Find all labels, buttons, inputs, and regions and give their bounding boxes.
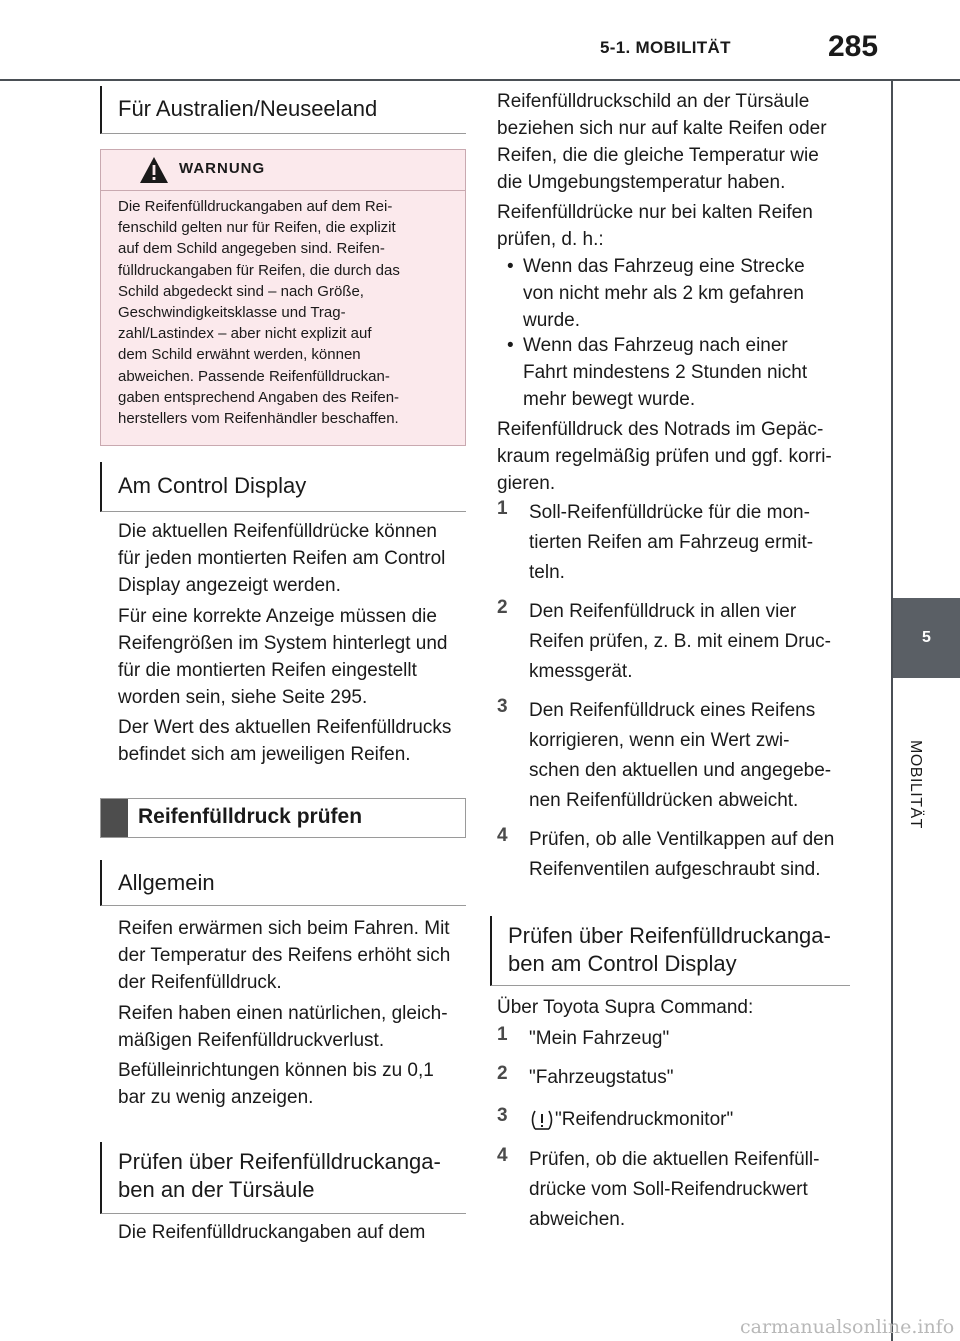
text-line: der Temperatur des Reifens erhöht sich [118, 945, 451, 966]
section-heading [100, 798, 466, 838]
text-line: Wenn das Fahrzeug nach einer [523, 335, 788, 356]
page-number: 285 [828, 30, 879, 63]
paragraph [497, 416, 857, 497]
text-line: Den Reifenfülldruck in allen vier [529, 601, 797, 622]
text-line: tierten Reifen am Fahrzeug ermit- [529, 532, 814, 553]
heading-control-display-text: Am Control Display [118, 473, 307, 498]
paragraph: Die Reifenfülldruckangaben auf dem [118, 1222, 426, 1243]
warning-line: Schild abgedeckt sind – nach Größe, [118, 282, 364, 300]
text-line: wurde. [523, 310, 581, 331]
text-line: Reifenfülldruckschild an der Türsäule [497, 91, 810, 112]
text-line: bar zu wenig anzeigen. [118, 1087, 314, 1108]
text-line: teln. [529, 562, 565, 583]
text-line: Reifengrößen im System hinterlegt und [118, 633, 448, 654]
heading-door-pillar-text: ben an der Türsäule [118, 1177, 315, 1202]
warning-line: zahl/Lastindex – aber nicht explizit auf [118, 325, 372, 343]
step-number: 1 [497, 498, 508, 519]
warning-line: auf dem Schild angegeben sind. Reifen- [118, 240, 385, 258]
side-rule [891, 81, 893, 1341]
step-number: 4 [497, 1145, 508, 1166]
text-line: nen Reifenfülldrücken abweicht. [529, 790, 799, 811]
warning-line: abweichen. Passende Reifenfülldruckan- [118, 367, 390, 385]
text-line: kmessgerät. [529, 661, 633, 682]
step-number: 4 [497, 825, 508, 846]
text-line: befindet sich am jeweiligen Reifen. [118, 744, 411, 765]
step-number: 1 [497, 1024, 508, 1045]
paragraph [497, 199, 857, 253]
bullet-marker: • [507, 335, 514, 356]
text-line: Reifen prüfen, z. B. mit einem Druc- [529, 631, 831, 652]
step-number: 3 [497, 1105, 508, 1126]
paragraph [118, 915, 478, 996]
heading-door-pillar [100, 1142, 466, 1214]
bullet-marker: • [507, 256, 514, 277]
warning-label: WARNUNG [179, 160, 266, 177]
text-line: Den Reifenfülldruck eines Reifens [529, 700, 816, 721]
section-heading-text: Reifenfülldruck prüfen [138, 805, 363, 828]
text-line: die Umgebungstemperatur haben. [497, 172, 786, 193]
warning-box [100, 149, 466, 446]
text-line: Für eine korrekte Anzeige müssen die [118, 606, 437, 627]
text-line: Prüfen, ob alle Ventilkappen auf den [529, 829, 835, 850]
warning-line: fenschild gelten nur für Reifen, die explizit [118, 219, 396, 237]
text-line: für die montierten Reifen eingestellt [118, 660, 417, 681]
chapter-tab[interactable]: 5 [893, 598, 960, 678]
text-line: Der Wert des aktuellen Reifenfülldrucks [118, 717, 452, 738]
paragraph [118, 1000, 478, 1054]
heading-control-display-check-text: ben am Control Display [508, 951, 737, 976]
text-line: Fahrt mindestens 2 Stunden nicht [523, 362, 808, 383]
chapter-title: 5-1. MOBILITÄT [600, 38, 731, 57]
text-line: Reifen erwärmen sich beim Fahren. Mit [118, 918, 450, 939]
heading-control-display-check [490, 916, 850, 986]
text-line: drücke vom Soll-Reifendruckwert [529, 1179, 808, 1200]
heading-allgemein-text: Allgemein [118, 870, 215, 895]
paragraph [118, 603, 478, 711]
menu-path-item: "Fahrzeugstatus" [529, 1067, 674, 1088]
heading-control-display [100, 462, 466, 512]
step-number: 3 [497, 696, 508, 717]
paragraph [118, 714, 478, 768]
step-number: 2 [497, 1063, 508, 1084]
text-line: Soll-Reifenfülldrücke für die mon- [529, 502, 810, 523]
text-line: Display angezeigt werden. [118, 575, 341, 596]
heading-australia-text: Für Australien/Neuseeland [118, 96, 378, 121]
text-line: korrigieren, wenn ein Wert zwi- [529, 730, 790, 751]
text-line: für jeden montierten Reifen am Control [118, 548, 446, 569]
text-line: worden sein, siehe Seite 295. [118, 687, 368, 708]
text-line: der Reifenfülldruck. [118, 972, 282, 993]
paragraph [118, 518, 478, 599]
section-heading-marker [101, 799, 128, 837]
tire-pressure-icon [529, 1109, 555, 1131]
text-line: mäßigen Reifenfülldruckverlust. [118, 1030, 385, 1051]
warning-line: Die Reifenfülldruckangaben auf dem Rei- [118, 198, 393, 215]
menu-path-item: "Reifendruckmonitor" [555, 1109, 734, 1130]
text-line: abweichen. [529, 1209, 626, 1230]
watermark: carmanualsonline.info [740, 1316, 955, 1338]
menu-path-item: "Mein Fahrzeug" [529, 1028, 670, 1049]
warning-line: dem Schild erwähnt werden, können [118, 346, 361, 364]
text-line: Wenn das Fahrzeug eine Strecke [523, 256, 805, 277]
chapter-tab-label: MOBILITÄT [907, 740, 924, 829]
text-line: kraum regelmäßig prüfen und ggf. korri- [497, 446, 832, 467]
warning-title-bar [101, 150, 465, 191]
warning-triangle-icon [139, 156, 169, 184]
warning-line: herstellers vom Reifenhändler beschaffen. [118, 410, 399, 428]
warning-line: Geschwindigkeitsklasse und Trag- [118, 304, 346, 322]
text-line: Reifen, die die gleiche Temperatur wie [497, 145, 819, 166]
text-line: Reifenventilen aufgeschraubt sind. [529, 859, 821, 880]
paragraph: Über Toyota Supra Command: [497, 997, 754, 1018]
paragraph [118, 1057, 478, 1111]
heading-allgemein [100, 860, 466, 906]
text-line: Die aktuellen Reifenfülldrücke können [118, 521, 437, 542]
step-number: 2 [497, 597, 508, 618]
heading-control-display-check-text: Prüfen über Reifenfülldruckanga- [508, 923, 831, 948]
text-line: von nicht mehr als 2 km gefahren [523, 283, 804, 304]
text-line: beziehen sich nur auf kalte Reifen oder [497, 118, 827, 139]
text-line: gieren. [497, 473, 556, 494]
heading-door-pillar-text: Prüfen über Reifenfülldruckanga- [118, 1149, 441, 1174]
warning-text [118, 196, 458, 429]
text-line: mehr bewegt wurde. [523, 389, 696, 410]
text-line: Prüfen, ob die aktuellen Reifenfüll- [529, 1149, 820, 1170]
text-line: Reifenfülldruck des Notrads im Gepäc- [497, 419, 824, 440]
warning-line: gaben entsprechend Angaben des Reifen- [118, 388, 400, 406]
heading-australia [100, 86, 466, 134]
header-rule [0, 79, 960, 81]
text-line: Reifen haben einen natürlichen, gleich- [118, 1003, 448, 1024]
text-line: prüfen, d. h.: [497, 229, 604, 250]
text-line: schen den aktuellen und angegebe- [529, 760, 832, 781]
warning-line: fülldruckangaben für Reifen, die durch das [118, 261, 400, 279]
text-line: Reifenfülldrücke nur bei kalten Reifen [497, 202, 813, 223]
paragraph [497, 88, 857, 196]
text-line: Befülleinrichtungen können bis zu 0,1 [118, 1060, 434, 1081]
